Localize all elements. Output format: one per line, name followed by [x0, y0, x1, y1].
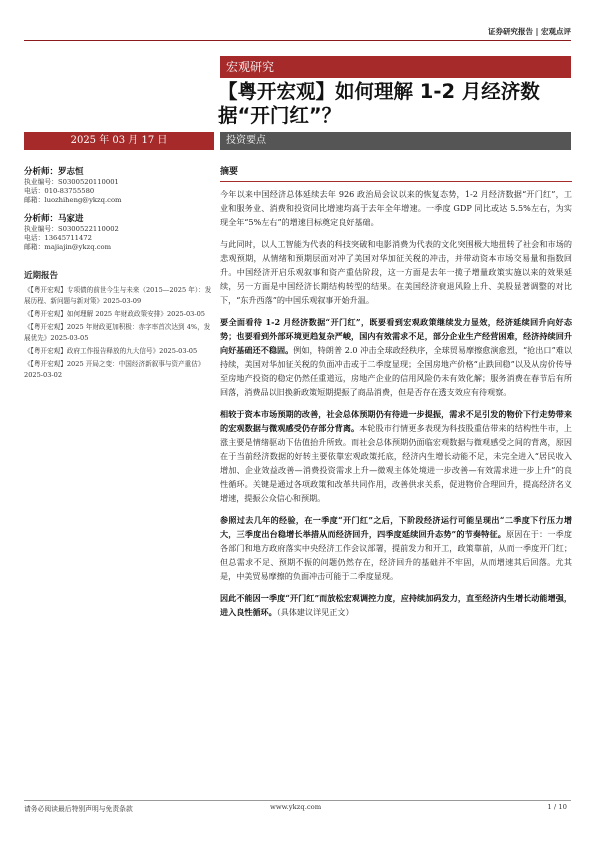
analyst-block — [24, 166, 214, 205]
analyst-name: 分析师：马家进 — [24, 214, 84, 224]
paragraph-4-lead: 相较于资本市场预期的改善，社会总体预期仍有待进一步提振，需求不足引发的物价下行走势带来的宏观数据与微观感受仍存部分背离。 — [220, 409, 572, 433]
recent-report-item[interactable]: 《【粤开宏观】政府工作报告释放的九大信号》2025-03-05 — [24, 347, 198, 355]
paragraph-3-lead: 要全面看待 1-2 月经济数据“开门红”，既要看到宏观政策继续发力显效，经济延续回升向好态势；也要看到外部环境更趋复杂严峻，国内有效需求不足，部分企业生产经营困难，经济持续回升向好基础还不稳固。 — [220, 317, 572, 355]
paragraph-3-body: 例如，特朗普 2.0 冲击全球政经秩序，全球贸易摩擦愈演愈烈，“抢出口”难以持续，美国对华加征关税的负面冲击或于二季度显现；全国房地产价格“止跌回稳”以及从房价传导至房地产投资的稳定仍然任重道远，房地产企业的信用风险仍未有效化解；服务消费在春节后有所回落，消费品以旧换新政策短期提振了商品消费，但是否存在透支效应有待观察。 — [220, 345, 572, 397]
analyst-phone: 电话：13645711472 — [24, 234, 92, 242]
recent-report-item[interactable]: 《【粤开宏观】专项债的前世今生与未来（2015—2025 年）：发展历程、新问题与新对策》2025-03-09 — [24, 286, 212, 305]
paragraph-6-body: （具体建议详见正文） — [276, 607, 354, 617]
paragraph-4 — [220, 407, 572, 505]
disclaimer-note: 请务必阅读最后特别声明与免责条款 — [24, 805, 133, 813]
website-link[interactable]: www.ykzq.com — [270, 803, 322, 811]
report-date: 2025 年 03 月 17 日 — [24, 132, 214, 150]
page-number: 1 / 10 — [547, 803, 567, 811]
recent-reports-title: 近期报告 — [24, 271, 59, 281]
page-title — [218, 80, 578, 128]
paragraph-4-body: 本轮股市行情更多表现为科技股重估带来的结构性牛市，上涨主要是情绪驱动下估值抬升所致。而社会总体预期仍面临宏观数据与微观感受之间的背离，原因在于当前经济数据的好转主要依靠宏观政策托底，经济内生增长动能不足，未完全进入“居民收入增加、企业效益改善—消费投资需求上升—微观主体处境进一步改善—有效需求进一步上升”的良性循环。关键是通过各项政策和改革共同作用，改善供求关系，促进物价合理回升，提高经济名义增速，提振公众信心和预期。 — [220, 423, 572, 503]
analyst-license: 执业编号：S0300520110001 — [24, 178, 119, 186]
sidebar — [24, 166, 214, 383]
analyst-phone: 电话：010-83755580 — [24, 187, 95, 195]
title-line-2: 据“开门红”？ — [218, 104, 342, 127]
paragraph-5 — [220, 513, 572, 583]
analyst-block — [24, 213, 214, 252]
analyst-email[interactable]: 邮箱：luozhiheng@ykzq.com — [24, 196, 122, 204]
analyst-name: 分析师：罗志恒 — [24, 167, 84, 177]
summary-heading: 摘要 — [220, 166, 572, 182]
paragraph-3 — [220, 315, 572, 399]
main-content — [220, 166, 572, 627]
analyst-email[interactable]: 邮箱：majiajin@ykzq.com — [24, 243, 112, 251]
investment-highlights-bar: 投资要点 — [220, 132, 571, 150]
paragraph-6-lead: 因此不能因一季度“开门红”而放松宏观调控力度，应持续加码发力，直至经济内生增长动能增强，进入良性循环。 — [220, 593, 572, 617]
recent-report-item[interactable]: 《【粤开宏观】2025 年财政更加积极：赤字率首次达到 4%，发展优先》2025-03-05 — [24, 323, 211, 342]
title-line-1: 【粤开宏观】如何理解 1-2 月经济数 — [218, 80, 540, 103]
report-type-label: 证券研究报告 | 宏观点评 — [488, 27, 571, 36]
header-rule — [24, 40, 571, 41]
analyst-license: 执业编号：S0300522110002 — [24, 225, 119, 233]
paragraph-5-lead: 参照过去几年的经验，在一季度“开门红”之后，下阶段经济运行可能呈现出“二季度下行压力增大，三季度出台稳增长举措从而经济回升，四季度延续回升态势”的节奏特征。 — [220, 515, 572, 539]
recent-report-item[interactable]: 《【粤开宏观】如何理解 2025 年财政政策安排》2025-03-05 — [24, 310, 205, 318]
recent-report-item[interactable]: 《【粤开宏观】2025 开局之变：中国经济新叙事与资产重估》2025-03-02 — [24, 360, 205, 379]
section-tag: 宏观研究 — [220, 56, 571, 78]
paragraph-2: 与此同时，以人工智能为代表的科技突破和电影消费为代表的文化突围极大地扭转了社会和市场的悲观预期，从情绪和预期层面对冲了美国对华加征关税的冲击，并带动资本市场交易量和指数回升。中国经济开启乐观叙事和资产重估阶段，这一方面是去年一揽子增量政策实施以来的效果延续，另一方面是中国经济长期结构转型的结果。在美国经济衰退风险上升、美股显著调整的对比下，“东升西落”的中国乐观叙事开始升温。 — [220, 239, 572, 305]
paragraph-5-body: 原因在于：一季度各部门和地方政府落实中央经济工作会议部署，提前发力和开工，政策靠前，从而一季度开门红；但总需求不足、预期不振的问题仍然存在，经济回升的基础并不牢固，从而增速其后回落。尤其是，中美贸易摩擦的负面冲击可能于二季度显现。 — [220, 529, 572, 581]
paragraph-6 — [220, 591, 572, 619]
paragraph-1: 今年以来中国经济总体延续去年 926 政治局会议以来的恢复态势，1-2 月经济数据“开门红”，工业和服务业、消费和投资同比增速均高于去年全年增速。一季度 GDP 同比或达 5.5%左右，为实现全年“5%左右”的增速目标奠定良好基础。 — [220, 189, 572, 227]
footer-rule — [24, 800, 571, 801]
